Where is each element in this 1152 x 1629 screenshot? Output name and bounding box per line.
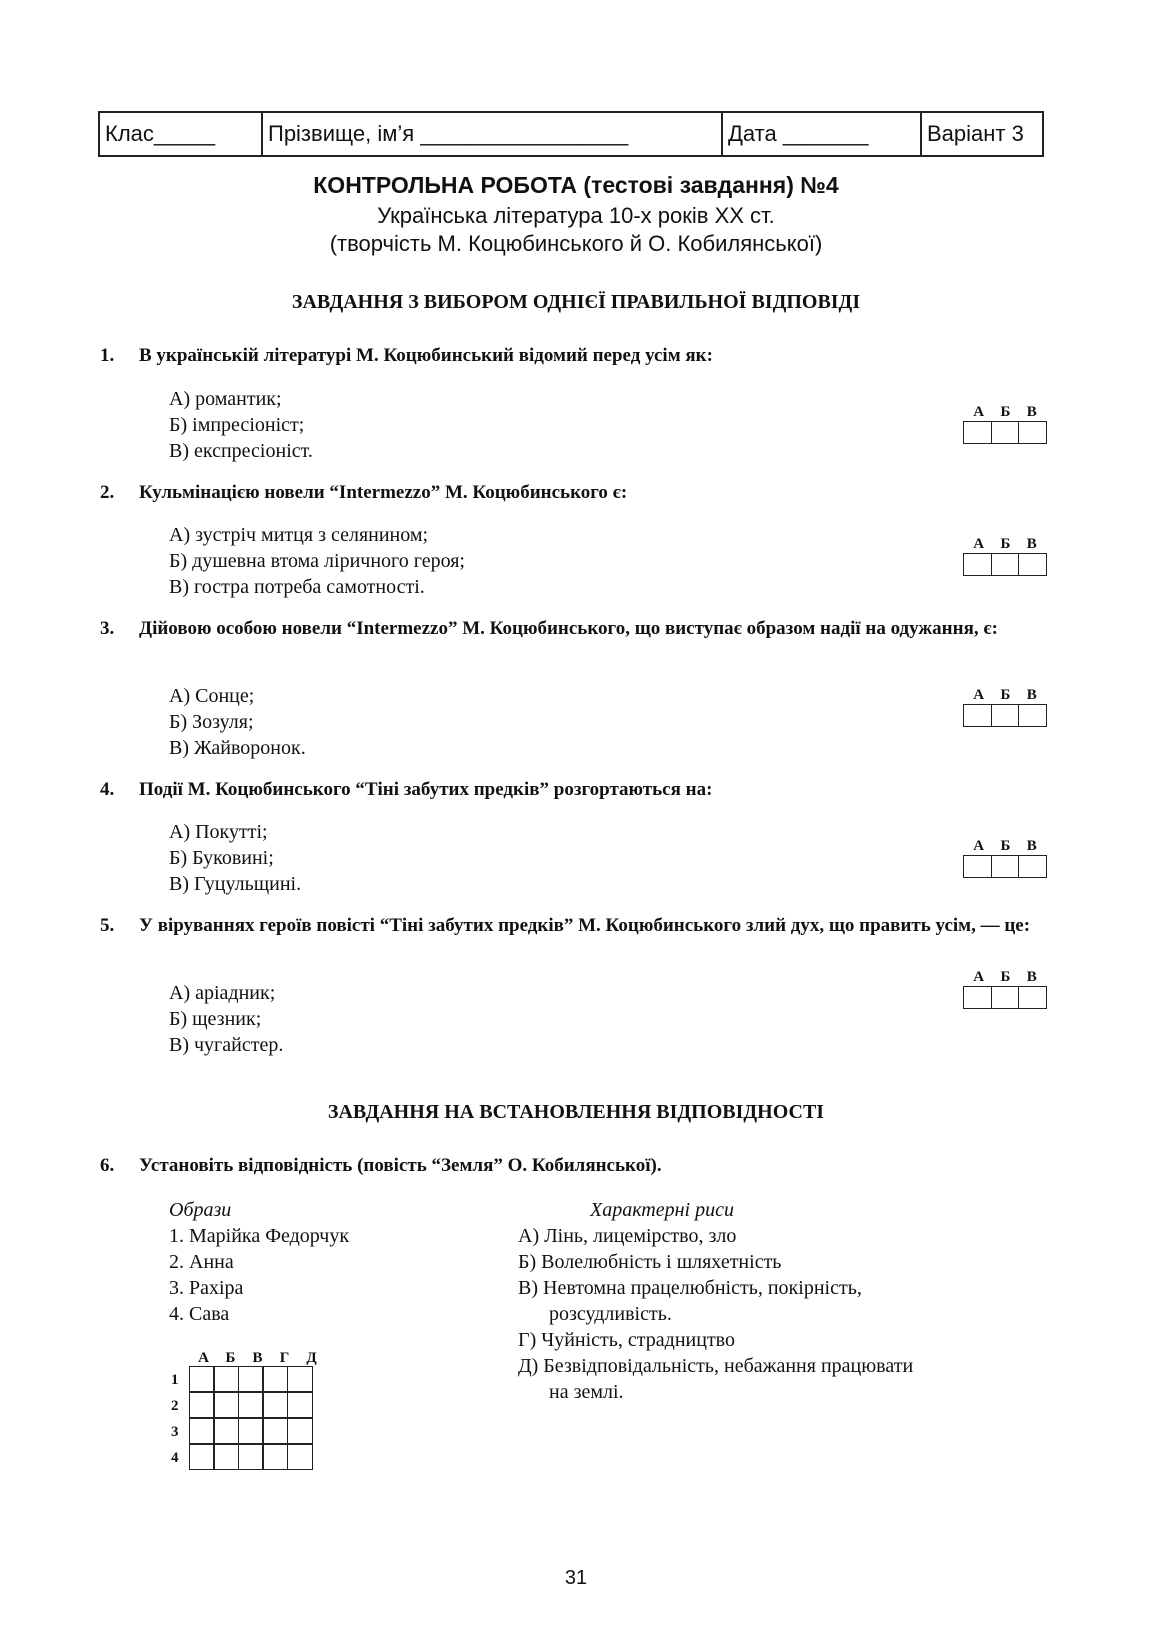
answer-label-b: Б: [1000, 536, 1011, 552]
option-b: Б) Буковині;: [169, 847, 274, 869]
date-field[interactable]: Дата _______: [723, 113, 922, 155]
list-item: Б) Волелюбність і шляхетність: [518, 1251, 782, 1273]
answer-label-a: А: [973, 404, 985, 420]
option-a: А) аріадник;: [169, 982, 276, 1004]
grid-cell[interactable]: [262, 1392, 288, 1418]
grid-cell[interactable]: [213, 1444, 239, 1470]
answer-box-2: [963, 536, 1047, 576]
question-text: Події М. Коцюбинського “Тіні забутих предків” розгортаються на:: [139, 779, 713, 800]
answer-label-a: А: [973, 687, 985, 703]
grid-cell[interactable]: [287, 1418, 313, 1444]
traits-column: [518, 1197, 1018, 1405]
grid-row-label: 4: [171, 1449, 179, 1466]
grid-row: [171, 1367, 325, 1393]
header-table: [98, 111, 1044, 157]
question-number: 5.: [100, 915, 115, 936]
grid-row: [171, 1445, 325, 1471]
grid-cell[interactable]: [287, 1392, 313, 1418]
answer-label-a: А: [973, 838, 985, 854]
options-5: [169, 980, 283, 1058]
options-2: [169, 522, 465, 600]
grid-row: [171, 1393, 325, 1419]
answer-cell[interactable]: [1019, 554, 1046, 575]
question-5: [100, 913, 1045, 939]
option-b: Б) імпресіоніст;: [169, 414, 305, 436]
list-item: 2. Анна: [169, 1251, 234, 1273]
question-6: [100, 1153, 1045, 1179]
answer-cell[interactable]: [964, 705, 992, 726]
page-number: 31: [564, 1567, 588, 1589]
option-b: Б) Зозуля;: [169, 711, 254, 733]
grid-row-label: 2: [171, 1397, 179, 1414]
answer-cell[interactable]: [1019, 987, 1046, 1008]
section-heading-matching: ЗАВДАННЯ НА ВСТАНОВЛЕННЯ ВІДПОВІДНОСТІ: [327, 1101, 825, 1123]
answer-label-c: В: [1026, 687, 1037, 703]
grid-col-label: В: [252, 1350, 263, 1366]
question-number: 1.: [100, 345, 115, 366]
answer-label-b: Б: [1000, 404, 1011, 420]
answer-cell[interactable]: [992, 987, 1020, 1008]
option-a: А) Покутті;: [169, 821, 268, 843]
answer-cell[interactable]: [992, 705, 1020, 726]
grid-cell[interactable]: [287, 1366, 313, 1392]
grid-row: [171, 1419, 325, 1445]
answer-cell[interactable]: [964, 856, 992, 877]
list-item: 1. Марійка Федорчук: [169, 1225, 350, 1247]
grid-row-label: 3: [171, 1423, 179, 1440]
answer-cell[interactable]: [992, 856, 1020, 877]
images-column: [169, 1197, 349, 1327]
answer-label-b: Б: [1000, 969, 1011, 985]
answer-cell[interactable]: [1019, 856, 1046, 877]
variant-label: Варіант 3: [927, 121, 1024, 146]
question-text: В українській літературі М. Коцюбинський відомий перед усім як:: [139, 345, 713, 366]
grid-cell[interactable]: [287, 1444, 313, 1470]
list-item: Г) Чуйність, страдництво: [518, 1329, 735, 1351]
question-text: Дійовою особою новели “Intermezzo” М. Коцюбинського, що виступає образом надії на одужання, є:: [139, 618, 998, 639]
answer-label-c: В: [1026, 536, 1037, 552]
question-3: [100, 616, 1045, 642]
grid-cell[interactable]: [262, 1366, 288, 1392]
list-item: А) Лінь, лицемірство, зло: [518, 1225, 737, 1247]
answer-cell[interactable]: [1019, 422, 1046, 443]
page-subtitle: Українська література 10-х років ХХ ст.: [377, 203, 775, 228]
grid-cell[interactable]: [238, 1444, 264, 1470]
answer-label-a: А: [973, 969, 985, 985]
name-field[interactable]: Прізвище, ім’я _________________: [263, 113, 723, 155]
question-2: [100, 480, 1045, 506]
question-text: Кульмінацією новели “Intermezzo” М. Коцюбинського є:: [139, 482, 628, 503]
option-c: В) експресіоніст.: [169, 440, 313, 462]
answer-cell[interactable]: [992, 554, 1020, 575]
grid-cell[interactable]: [238, 1418, 264, 1444]
grid-cell[interactable]: [213, 1366, 239, 1392]
grid-col-label: Б: [225, 1350, 236, 1366]
question-1: [100, 343, 1045, 369]
matching-answer-grid: [171, 1350, 325, 1471]
option-b: Б) душевна втома ліричного героя;: [169, 550, 465, 572]
list-item: В) Невтомна працелюбність, покірність,: [518, 1277, 862, 1299]
answer-cell[interactable]: [1019, 705, 1046, 726]
answer-box-5: [963, 969, 1047, 1009]
list-item-continuation: на землі.: [549, 1381, 624, 1403]
option-c: В) Жайворонок.: [169, 737, 306, 759]
grid-cell[interactable]: [238, 1392, 264, 1418]
question-4: [100, 777, 1045, 803]
question-text: Установіть відповідність (повість “Земля” О. Кобилянської).: [139, 1155, 662, 1176]
option-c: В) гостра потреба самотності.: [169, 576, 425, 598]
options-3: [169, 683, 306, 761]
question-text: У віруваннях героїв повісті “Тіні забутих предків” М. Коцюбинського злий дух, що править усім, — це:: [139, 915, 1031, 936]
grid-cell[interactable]: [238, 1366, 264, 1392]
option-a: А) Сонце;: [169, 685, 255, 707]
grid-cell[interactable]: [189, 1444, 215, 1470]
answer-label-a: А: [973, 536, 985, 552]
answer-box-4: [963, 838, 1047, 878]
grid-cell[interactable]: [213, 1392, 239, 1418]
grid-col-label: Д: [306, 1350, 317, 1366]
page-title: КОНТРОЛЬНА РОБОТА (тестові завдання) №4: [313, 172, 839, 198]
section-heading-choice: ЗАВДАННЯ З ВИБОРОМ ОДНІЄЇ ПРАВИЛЬНОЇ ВІДПОВІДІ: [291, 291, 861, 313]
list-item: Д) Безвідповідальність, небажання працювати: [518, 1355, 914, 1377]
option-a: А) зустріч митця з селянином;: [169, 524, 429, 546]
answer-label-b: Б: [1000, 687, 1011, 703]
option-c: В) чугайстер.: [169, 1034, 284, 1056]
answer-cell[interactable]: [964, 987, 992, 1008]
answer-box-3: [963, 687, 1047, 727]
list-item-continuation: розсудливість.: [549, 1303, 672, 1325]
answer-label-c: В: [1026, 838, 1037, 854]
options-1: [169, 386, 313, 464]
answer-cell[interactable]: [964, 554, 992, 575]
question-number: 4.: [100, 779, 115, 800]
grid-cell[interactable]: [213, 1418, 239, 1444]
grid-cell[interactable]: [189, 1366, 215, 1392]
answer-label-c: В: [1026, 404, 1037, 420]
grid-cell[interactable]: [189, 1392, 215, 1418]
grid-cell[interactable]: [262, 1418, 288, 1444]
question-number: 2.: [100, 482, 115, 503]
answer-label-b: Б: [1000, 838, 1011, 854]
grid-col-label: А: [198, 1350, 209, 1366]
list-item: 3. Рахіра: [169, 1277, 244, 1299]
answer-box-1: [963, 404, 1047, 444]
answer-label-c: В: [1026, 969, 1037, 985]
option-b: Б) щезник;: [169, 1008, 262, 1030]
class-field[interactable]: Клас_____: [100, 113, 263, 155]
traits-heading: Характерні риси: [590, 1199, 734, 1221]
option-a: А) романтик;: [169, 388, 282, 410]
list-item: 4. Сава: [169, 1303, 230, 1325]
answer-cell[interactable]: [992, 422, 1020, 443]
question-number: 6.: [100, 1155, 115, 1176]
options-4: [169, 819, 301, 897]
page-subtitle-2: (творчість М. Коцюбинського й О. Кобилянської): [329, 231, 823, 256]
grid-cell[interactable]: [189, 1418, 215, 1444]
images-heading: Образи: [169, 1199, 232, 1221]
answer-cell[interactable]: [964, 422, 992, 443]
question-number: 3.: [100, 618, 115, 639]
option-c: В) Гуцульщині.: [169, 873, 302, 895]
grid-col-label: Г: [279, 1350, 290, 1366]
grid-cell[interactable]: [262, 1444, 288, 1470]
grid-row-label: 1: [171, 1371, 179, 1388]
